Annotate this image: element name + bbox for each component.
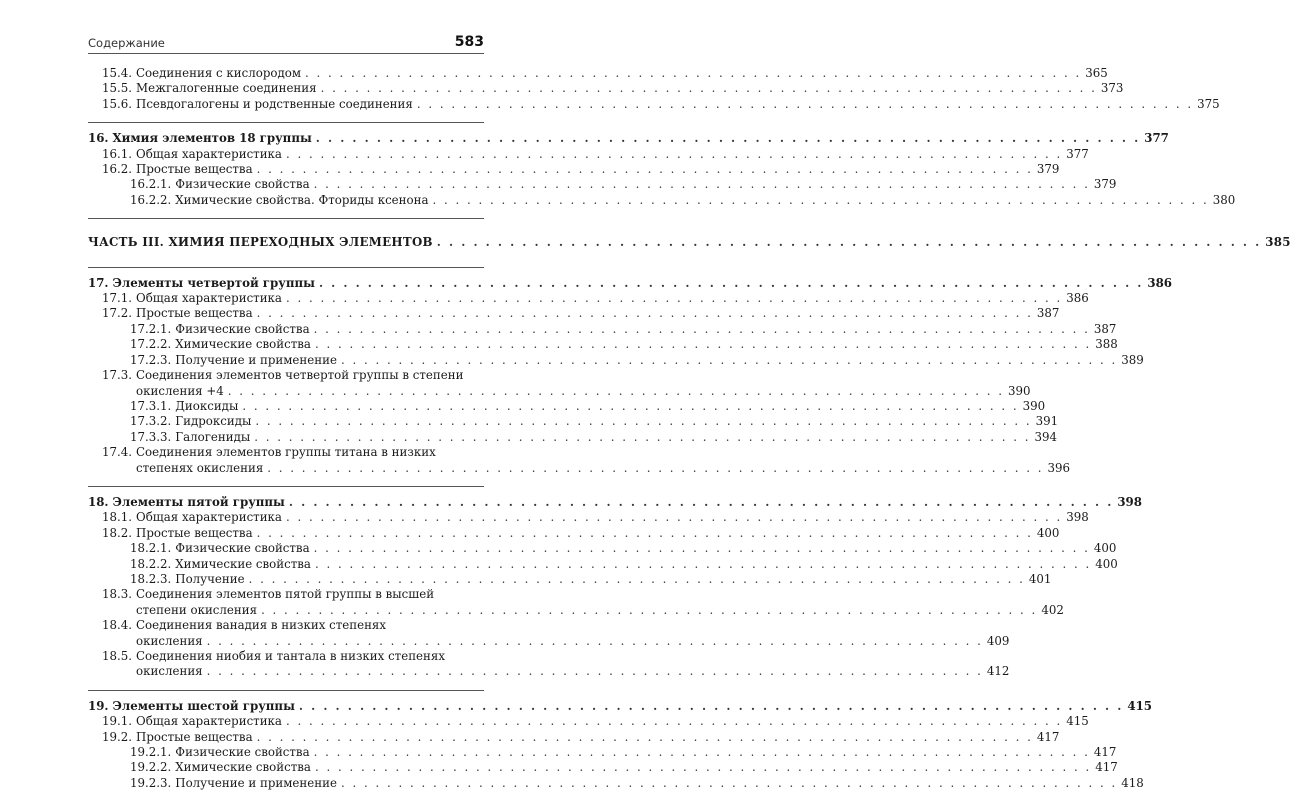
entry-number: 16.2.2. xyxy=(130,192,172,207)
entry-title: Физические свойства xyxy=(175,177,310,192)
toc-entry xyxy=(88,760,1118,775)
dot-leader xyxy=(286,510,1062,525)
entry-title: ЧАСТЬ III. ХИМИЯ ПЕРЕХОДНЫХ ЭЛЕМЕНТОВ xyxy=(88,235,433,250)
entry-page: 417 xyxy=(1036,729,1060,744)
entry-title: Физические свойства xyxy=(175,321,310,336)
entry-page: 417 xyxy=(1095,760,1118,775)
entry-number: 19. xyxy=(88,698,109,713)
dot-leader xyxy=(315,760,1091,775)
entry-page: 389 xyxy=(1121,352,1144,367)
running-title: Содержание xyxy=(88,36,165,50)
toc-entry xyxy=(88,337,1118,352)
entry-number: 18.2.1. xyxy=(130,541,172,556)
entry-number: 18.2.2. xyxy=(130,556,172,571)
entry-number: 17.2.3. xyxy=(130,352,172,367)
toc-entry xyxy=(88,192,1236,208)
entry-title-cont: степенях окисления xyxy=(136,460,264,475)
entry-page: 386 xyxy=(1066,291,1089,306)
entry-title: Химические свойства xyxy=(175,337,311,352)
dot-leader xyxy=(341,776,1117,791)
entry-title: Соединения элементов группы титана в низких xyxy=(136,445,436,460)
entry-number: 18.4. xyxy=(102,618,133,633)
entry-page: 409 xyxy=(986,633,1010,648)
dot-leader xyxy=(437,235,1261,250)
entry-number: 17.2. xyxy=(102,306,133,321)
dot-leader xyxy=(305,66,1081,81)
entry-title: Простые вещества xyxy=(136,729,253,744)
toc-entry xyxy=(88,398,1046,414)
entry-number: 16.1. xyxy=(102,146,133,161)
toc-entry xyxy=(88,745,1117,760)
entry-page: 391 xyxy=(1035,414,1059,429)
entry-page: 415 xyxy=(1066,714,1089,729)
entry-page: 415 xyxy=(1127,698,1152,713)
dot-leader xyxy=(315,557,1091,572)
dot-leader xyxy=(255,414,1031,429)
dot-leader xyxy=(319,276,1143,291)
entry-page: 365 xyxy=(1085,66,1108,80)
entry-number: 17.4. xyxy=(102,445,133,460)
entry-number: 17. xyxy=(88,275,109,290)
chapter-17 xyxy=(88,268,1173,486)
chapter-heading xyxy=(88,494,1142,510)
chapter-heading xyxy=(88,275,1173,291)
entry-title: Гидроксиды xyxy=(175,414,252,429)
entry-page: 375 xyxy=(1197,96,1220,111)
toc-entry xyxy=(88,306,1060,321)
entry-title: Соединения с кислородом xyxy=(136,66,302,80)
table-of-contents xyxy=(88,58,1291,801)
entry-page: 401 xyxy=(1028,571,1052,586)
toc-entry xyxy=(88,541,1117,556)
dot-leader xyxy=(314,541,1090,556)
dot-leader xyxy=(314,322,1090,337)
entry-page: 390 xyxy=(1008,383,1031,398)
entry-page: 400 xyxy=(1095,556,1118,571)
dot-leader xyxy=(286,714,1062,729)
entry-number: 15.4. xyxy=(102,66,133,80)
entry-title: Элементы пятой группы xyxy=(112,494,285,509)
entry-page: 417 xyxy=(1093,745,1117,760)
entry-title: Общая характеристика xyxy=(136,714,282,729)
entry-number: 19.2.1. xyxy=(130,745,172,760)
toc-entry xyxy=(88,81,1124,96)
entry-title-cont: окисления +4 xyxy=(136,383,224,398)
entry-number: 17.3.2. xyxy=(130,414,172,429)
entry-page: 400 xyxy=(1036,525,1060,540)
toc-entry xyxy=(88,510,1089,525)
entry-title: Физические свойства xyxy=(175,745,310,760)
entry-page: 402 xyxy=(1041,602,1064,617)
entry-number: 16. xyxy=(88,131,109,146)
entry-number: 19.1. xyxy=(102,714,133,729)
toc-entry xyxy=(88,66,1108,81)
entry-number: 18.3. xyxy=(102,587,133,602)
page-header xyxy=(88,32,484,54)
entry-page: 412 xyxy=(986,664,1010,679)
entry-page: 387 xyxy=(1093,321,1117,336)
entry-page: 387 xyxy=(1036,306,1060,321)
entry-title-cont: степени окисления xyxy=(136,602,258,617)
dot-leader xyxy=(228,384,1004,399)
entry-title-cont: окисления xyxy=(136,633,203,648)
entry-page: 398 xyxy=(1117,494,1142,509)
entry-title: Простые вещества xyxy=(136,306,253,321)
dot-leader xyxy=(257,306,1033,321)
entry-title: Простые вещества xyxy=(136,162,253,177)
entry-number: 18.5. xyxy=(102,649,133,663)
entry-title: Химия элементов 18 группы xyxy=(112,131,312,146)
dot-leader xyxy=(249,572,1025,587)
entry-number: 18.1. xyxy=(102,510,133,525)
dot-leader xyxy=(242,399,1018,414)
entry-page: 373 xyxy=(1100,81,1124,96)
chapter-16 xyxy=(88,123,1236,218)
entry-page: 400 xyxy=(1093,541,1117,556)
toc-entry-wrapped xyxy=(88,587,1064,618)
entry-title: Соединения элементов четвертой группы в степени xyxy=(136,368,464,383)
entry-title: Общая характеристика xyxy=(136,510,282,525)
toc-entry xyxy=(88,96,1220,112)
entry-number: 17.3. xyxy=(102,368,133,383)
dot-leader xyxy=(433,193,1209,208)
entry-page: 379 xyxy=(1036,162,1060,177)
toc-entry xyxy=(88,414,1059,429)
chapter-heading xyxy=(88,131,1169,146)
dot-leader xyxy=(315,337,1091,352)
toc-entry xyxy=(88,162,1060,177)
toc-entry xyxy=(88,525,1060,541)
entry-number: 19.2.2. xyxy=(130,760,172,775)
dot-leader xyxy=(267,461,1043,476)
toc-entry-wrapped xyxy=(88,618,1010,649)
dot-leader xyxy=(341,353,1117,368)
entry-title: Диоксиды xyxy=(175,398,239,413)
entry-page: 398 xyxy=(1066,510,1089,525)
entry-title: Соединения ниобия и тантала в низких степенях xyxy=(136,649,445,663)
dot-leader xyxy=(207,634,983,649)
entry-page: 386 xyxy=(1147,275,1173,290)
part-3 xyxy=(88,219,1291,266)
entry-page: 379 xyxy=(1093,177,1117,192)
entry-title: Элементы четвертой группы xyxy=(112,275,315,290)
toc-entry xyxy=(88,556,1118,572)
toc-entry xyxy=(88,729,1060,745)
entry-page: 380 xyxy=(1212,192,1236,207)
toc-entry xyxy=(88,352,1144,368)
entry-title: Межгалогенные соединения xyxy=(136,81,317,96)
entry-page: 418 xyxy=(1121,775,1144,790)
toc-entry-wrapped xyxy=(88,649,1010,680)
toc-entry-wrapped xyxy=(88,368,1031,399)
entry-number: 17.3.1. xyxy=(130,398,172,413)
entry-page: 396 xyxy=(1047,460,1071,475)
dot-leader xyxy=(254,430,1030,445)
dot-leader xyxy=(314,745,1090,760)
entry-page: 388 xyxy=(1095,337,1118,352)
entry-title: Физические свойства xyxy=(175,541,310,556)
toc-entry xyxy=(88,429,1058,445)
dot-leader xyxy=(257,162,1033,177)
dot-leader xyxy=(257,526,1033,541)
entry-page: 377 xyxy=(1144,131,1169,146)
entry-number: 17.2.1. xyxy=(130,321,172,336)
entry-page: 390 xyxy=(1022,398,1046,413)
entry-title: Галогениды xyxy=(175,429,251,444)
dot-leader xyxy=(299,699,1123,714)
entry-title: Получение xyxy=(175,571,245,586)
dot-leader xyxy=(207,664,983,679)
entry-title: Химические свойства xyxy=(175,760,311,775)
entry-title: Общая характеристика xyxy=(136,291,282,306)
dot-leader xyxy=(314,177,1090,192)
entry-title: Химические свойства. Фториды ксенона xyxy=(175,192,429,207)
toc-entry xyxy=(88,146,1089,162)
dot-leader xyxy=(286,147,1062,162)
chapter-19 xyxy=(88,691,1152,801)
dot-leader xyxy=(286,291,1062,306)
page-number: 583 xyxy=(454,34,484,50)
toc-entry xyxy=(88,775,1144,791)
dot-leader xyxy=(257,730,1033,745)
toc-entry xyxy=(88,571,1052,587)
chapter-heading xyxy=(88,698,1152,714)
entry-title: Получение и применение xyxy=(175,352,337,367)
toc-entry xyxy=(88,177,1117,192)
chapter-15-continuation xyxy=(88,58,1220,122)
toc-entry xyxy=(88,321,1117,337)
entry-number: 15.5. xyxy=(102,81,133,96)
part-heading xyxy=(88,235,1291,250)
toc-entry xyxy=(88,291,1089,306)
entry-number: 15.6. xyxy=(102,96,133,111)
toc-entry-wrapped xyxy=(88,445,1071,476)
entry-page: 377 xyxy=(1066,146,1089,161)
entry-number: 17.3.3. xyxy=(130,429,172,444)
entry-page: 385 xyxy=(1265,235,1291,250)
entry-title: Соединения ванадия в низких степенях xyxy=(136,618,387,633)
dot-leader xyxy=(261,603,1037,618)
entry-number: 18.2.3. xyxy=(130,571,172,586)
entry-number: 16.2.1. xyxy=(130,177,172,192)
toc-entry xyxy=(88,714,1089,729)
dot-leader xyxy=(321,81,1097,96)
entry-number: 17.2.2. xyxy=(130,337,172,352)
entry-number: 18.2. xyxy=(102,525,133,540)
entry-title-cont: окисления xyxy=(136,664,203,679)
entry-title: Элементы шестой группы xyxy=(112,698,295,713)
entry-number: 16.2. xyxy=(102,162,133,177)
entry-title: Химические свойства xyxy=(175,556,311,571)
entry-title: Псевдогалогены и родственные соединения xyxy=(136,96,413,111)
entry-title: Простые вещества xyxy=(136,525,253,540)
entry-number: 17.1. xyxy=(102,291,133,306)
entry-number: 19.2.3. xyxy=(130,775,172,790)
dot-leader xyxy=(316,131,1140,146)
header-rule xyxy=(88,53,484,54)
entry-number: 19.2. xyxy=(102,729,133,744)
entry-title: Получение и применение xyxy=(175,775,337,790)
entry-title: Общая характеристика xyxy=(136,146,282,161)
entry-title: Соединения элементов пятой группы в высшей xyxy=(136,587,435,602)
dot-leader xyxy=(289,495,1113,510)
entry-number: 18. xyxy=(88,494,109,509)
chapter-18 xyxy=(88,487,1142,690)
entry-page: 394 xyxy=(1034,429,1058,444)
dot-leader xyxy=(417,97,1193,112)
